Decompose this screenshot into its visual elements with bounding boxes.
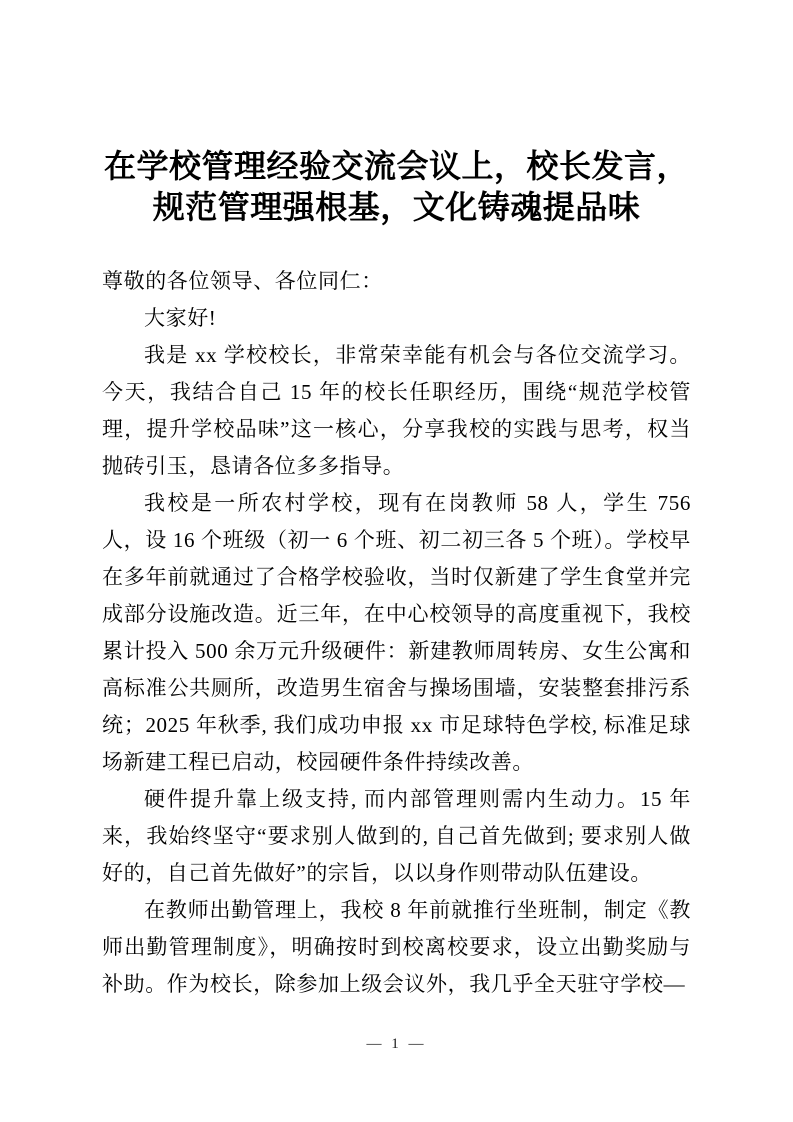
intro-paragraph: 我是 xx 学校校长，非常荣幸能有机会与各位交流学习。今天，我结合自己 15 年的校长任职经历，围绕“规范学校管理，提升学校品味”这一核心，分享我校的实践与思考，权当抛砖引玉，恳请各位多多指导。 [102,343,691,478]
document-title-line-1: 在学校管理经验交流会议上，校长发言， [103,148,689,184]
management-principle-paragraph: 硬件提升靠上级支持, 而内部管理则需内生动力。15 年来，我始终坚守“要求别人做到的, 自己首先做到; 要求别人做好的，自己首先做好”的宗旨，以以身作则带动队伍建设。 [102,787,691,885]
salutation-paragraph: 尊敬的各位领导、各位同仁： [102,269,383,293]
attendance-management-paragraph: 在教师出勤管理上，我校 8 年前就推行坐班制，制定《教师出勤管理制度》，明确按时到校离校要求，设立出勤奖励与补助。作为校长，除参加上级会议外，我几乎全天驻守学校— [102,898,691,996]
greeting-paragraph: 大家好! [144,306,217,330]
school-overview-paragraph: 我校是一所农村学校，现有在岗教师 58 人，学生 756 人，设 16 个班级（初一 6 个班、初二初三各 5 个班）。学校早在多年前就通过了合格学校验收，当时仅新建了学生食堂并完成部分设施改造。近三年，在中心校领导的高度重视下，我校累计投入 500 余万元升级硬件：新建教师周转房、女生公寓和高标准公共厕所，改造男生宿舍与操场围墙，安装整套排污系统；2025 年秋季, 我们成功申报 xx 市足球特色学校, 标准足球场新建工程已启动，校园硬件条件持续改善。 [102,491,691,774]
document-title [88,146,705,228]
document-body [102,263,691,1003]
page-number: — 1 — [366,1036,427,1052]
document-title-line-2: 规范管理强根基，文化铸魂提品味 [152,189,641,225]
